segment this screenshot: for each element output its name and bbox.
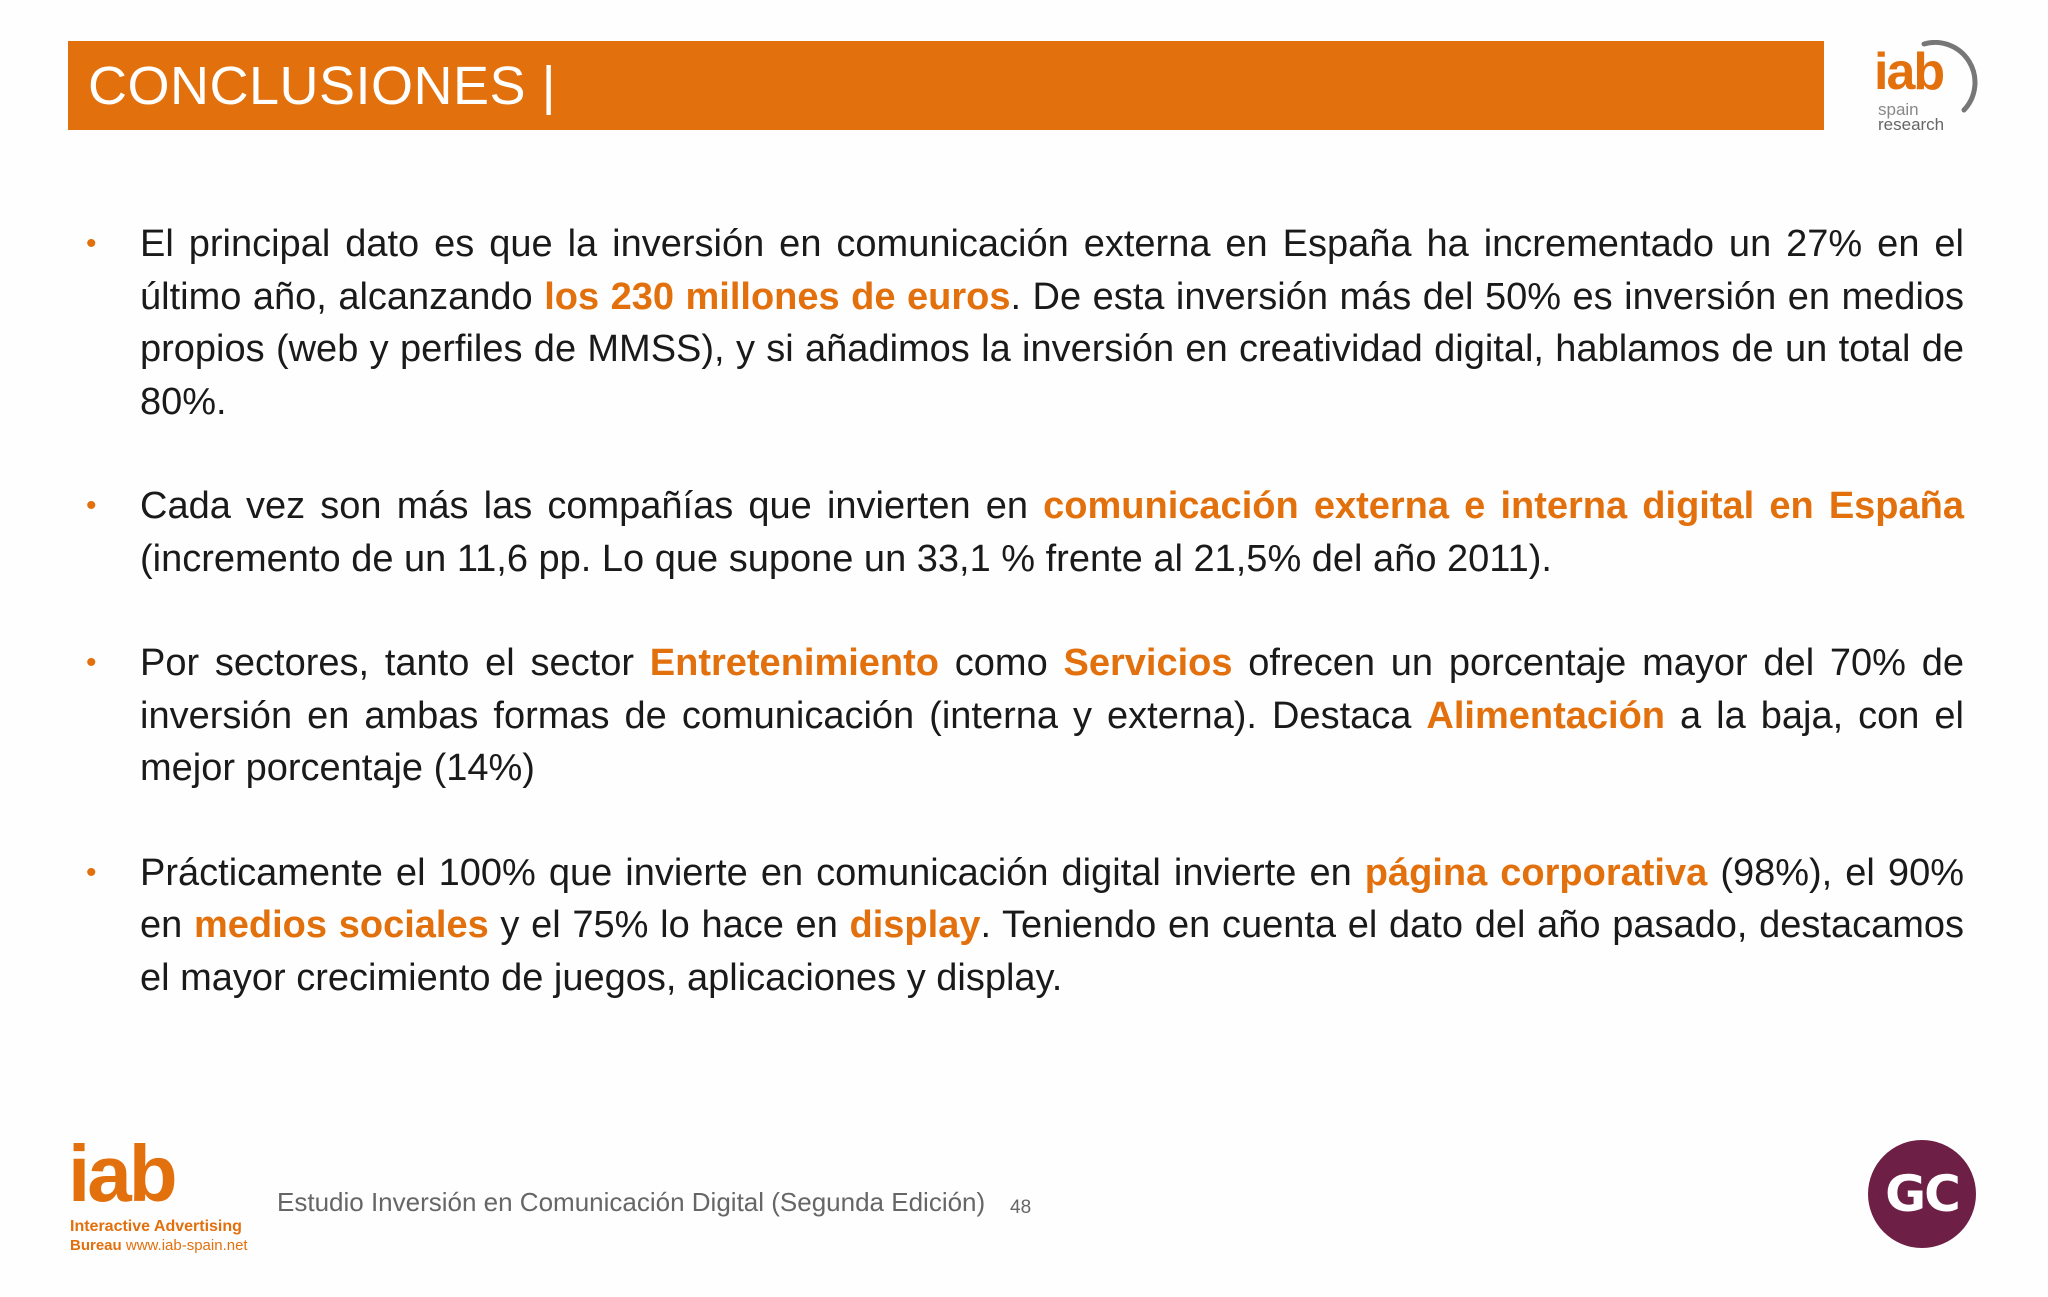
page-title: CONCLUSIONES |	[88, 55, 557, 116]
body-text: (98%), el 90% en	[140, 851, 1964, 946]
body-text: El principal dato es que la inversión en comunicación externa en España ha incrementado un 27% en el último año, alcanzando	[140, 223, 1964, 318]
body-text: Prácticamente el 100% que invierte en comunicación digital invierte en	[140, 851, 1365, 894]
footer-logo-bureau: Bureau	[70, 1237, 122, 1254]
conclusion-item	[80, 637, 1964, 795]
gc-badge: GC	[1868, 1140, 1976, 1248]
conclusion-item	[80, 218, 1964, 428]
page-number: 48	[1010, 1197, 1032, 1218]
body-text: como	[939, 642, 1064, 684]
footer-logo-word: iab	[68, 1129, 175, 1218]
highlighted-text: medios sociales	[193, 904, 489, 946]
logo-line1: spain	[1878, 100, 1919, 119]
body-text: y el 75% lo hace en	[488, 904, 850, 946]
highlighted-text: display	[849, 904, 981, 946]
iab-footer-logo	[68, 1129, 288, 1258]
logo-line2: research	[1878, 115, 1945, 134]
conclusion-item	[80, 480, 1964, 585]
footer-logo-line1: Interactive Advertising	[70, 1218, 242, 1235]
body-text: (incremento de un 11,6 pp. Lo que supone un 33,1 % frente al 21,5% del año 2011).	[140, 537, 1552, 580]
body-text: Por sectores, tanto el sector	[140, 642, 650, 684]
footer-logo-url: www.iab-spain.net	[125, 1237, 248, 1254]
conclusion-item	[80, 847, 1964, 1005]
highlighted-text: comunicación externa e interna digital en España	[1043, 485, 1965, 527]
highlighted-text: Alimentación	[1426, 694, 1666, 737]
body-text: . De esta inversión más del 50% es inversión en medios propios (web y perfiles de MMSS), y si añadimos la inversión en creatividad digital, hablamos de un total de 80%.	[140, 275, 1965, 423]
highlighted-text: Servicios	[1063, 642, 1233, 684]
footer-logo-line2	[70, 1237, 248, 1254]
body-text: a la baja, con el mejor porcentaje (14%)	[140, 694, 1964, 789]
body-text: ofrecen un porcentaje mayor del 70% de inversión en ambas formas de comunicación (interna y externa). Destaca	[140, 642, 1965, 737]
title-bar	[68, 41, 1824, 130]
bullet-dot-icon: •	[86, 855, 97, 889]
bullet-dot-icon: •	[86, 489, 97, 522]
study-title: Estudio Inversión en Comunicación Digital (Segunda Edición)	[277, 1187, 986, 1217]
bullet-dot-icon: •	[86, 646, 97, 679]
iab-spain-research-logo	[1874, 38, 1984, 138]
body-text: . Teniendo en cuenta el dato del año pasado, destacamos el mayor crecimiento de juegos, aplicaciones y display.	[140, 904, 1965, 999]
highlighted-text: página corporativa	[1364, 851, 1708, 894]
highlighted-text: los 230 millones de euros	[544, 275, 1011, 318]
body-text: Cada vez son más las compañías que invierten en	[140, 485, 1044, 527]
conclusions-list	[80, 218, 1964, 1056]
logo-word: iab	[1874, 43, 1944, 101]
highlighted-text: Entretenimiento	[649, 642, 940, 684]
bullet-dot-icon: •	[86, 227, 97, 260]
